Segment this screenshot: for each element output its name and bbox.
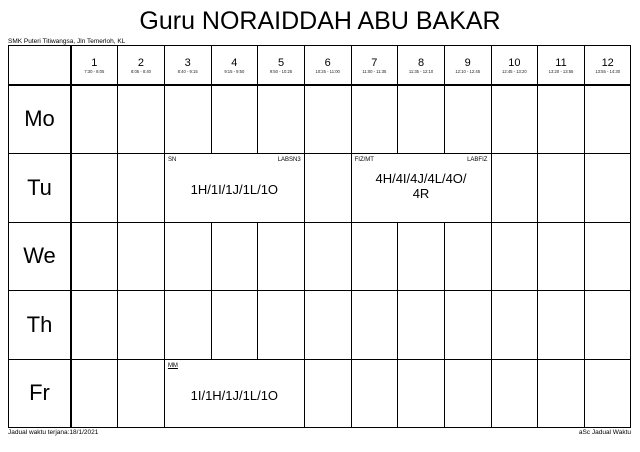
period-time: 10:25 - 11:00 — [315, 69, 340, 74]
class-list-line: 4H/4I/4J/4L/4O/ — [375, 171, 467, 187]
lesson-classes — [165, 182, 304, 197]
period-time: 13:55 - 14:30 — [595, 69, 621, 74]
period-number: 4 — [231, 57, 238, 69]
period-number: 12 — [601, 57, 614, 69]
period-time: 9:50 - 10:25 — [269, 69, 293, 74]
period-header — [164, 57, 211, 75]
timetable-grid — [8, 45, 631, 428]
period-header — [584, 57, 631, 75]
lesson-classes — [165, 388, 304, 403]
period-number: 1 — [91, 57, 98, 69]
period-number: 6 — [324, 57, 331, 69]
grid-line — [491, 45, 492, 428]
period-time: 12:45 - 13:20 — [502, 69, 527, 74]
period-time: 11:35 - 12:10 — [408, 69, 434, 74]
lesson-card[interactable] — [352, 154, 491, 221]
day-label-mo: Mo — [24, 106, 55, 131]
day-label-tu: Tu — [27, 174, 52, 200]
period-header — [444, 57, 491, 75]
lesson-room: LABSN3 — [277, 157, 301, 164]
lesson-subject: SN — [167, 157, 177, 164]
day-label-th: Th — [26, 311, 53, 337]
period-number: 8 — [417, 57, 425, 69]
day-label-we: We — [23, 243, 56, 269]
period-number: 2 — [137, 57, 145, 69]
period-time: 11:00 - 11:35 — [362, 69, 387, 74]
period-number: 9 — [464, 57, 471, 69]
lesson-subject: MM — [167, 363, 178, 369]
grid-line — [444, 45, 445, 428]
period-header — [398, 57, 445, 75]
lesson-card[interactable] — [165, 360, 304, 427]
period-number: 5 — [277, 57, 285, 69]
class-list-line: 4R — [412, 186, 430, 202]
class-list-line: 1I/1H/1J/1L/1O — [190, 387, 279, 403]
period-time: 13:20 - 13:55 — [548, 69, 574, 74]
lesson-subject: FIZ/MT — [354, 157, 374, 164]
period-header — [71, 57, 118, 75]
period-time: 8:40 - 9:15 — [177, 69, 198, 74]
grid-line — [537, 45, 538, 428]
period-time: 7:30 - 8:05 — [84, 69, 105, 74]
class-list-line: 1H/1I/1J/1L/1O — [190, 181, 279, 197]
period-time: 8:05 - 8:40 — [130, 69, 151, 74]
lesson-classes — [352, 171, 491, 201]
period-time: 9:15 - 9:50 — [224, 69, 245, 74]
page-title: Guru NORAIDDAH ABU BAKAR — [139, 7, 501, 35]
school-name: SMK Puteri Titiwangsa, Jln Temerloh, KL — [8, 38, 126, 45]
grid-line — [304, 45, 305, 428]
grid-line — [117, 45, 118, 428]
day-label-fr: Fr — [29, 380, 50, 406]
period-header — [538, 57, 585, 75]
period-header — [118, 57, 165, 75]
period-header — [258, 57, 305, 75]
generated-date: Jadual waktu terjana:18/1/2021 — [8, 429, 99, 436]
period-header — [211, 57, 258, 75]
grid-line — [351, 45, 352, 428]
period-header — [351, 57, 398, 75]
grid-line — [630, 45, 631, 428]
period-header — [304, 57, 351, 75]
period-number: 10 — [508, 57, 521, 69]
lesson-room: LABFIZ — [467, 157, 488, 164]
period-number: 11 — [555, 57, 567, 69]
period-number: 3 — [184, 57, 191, 69]
period-time: 12:10 - 12:45 — [455, 69, 481, 74]
grid-line — [584, 45, 585, 428]
grid-line — [397, 45, 398, 428]
software-credit: aSc Jadual Waktu — [578, 429, 631, 436]
period-number: 7 — [371, 57, 378, 69]
lesson-card[interactable] — [165, 154, 304, 221]
period-header — [491, 57, 538, 75]
